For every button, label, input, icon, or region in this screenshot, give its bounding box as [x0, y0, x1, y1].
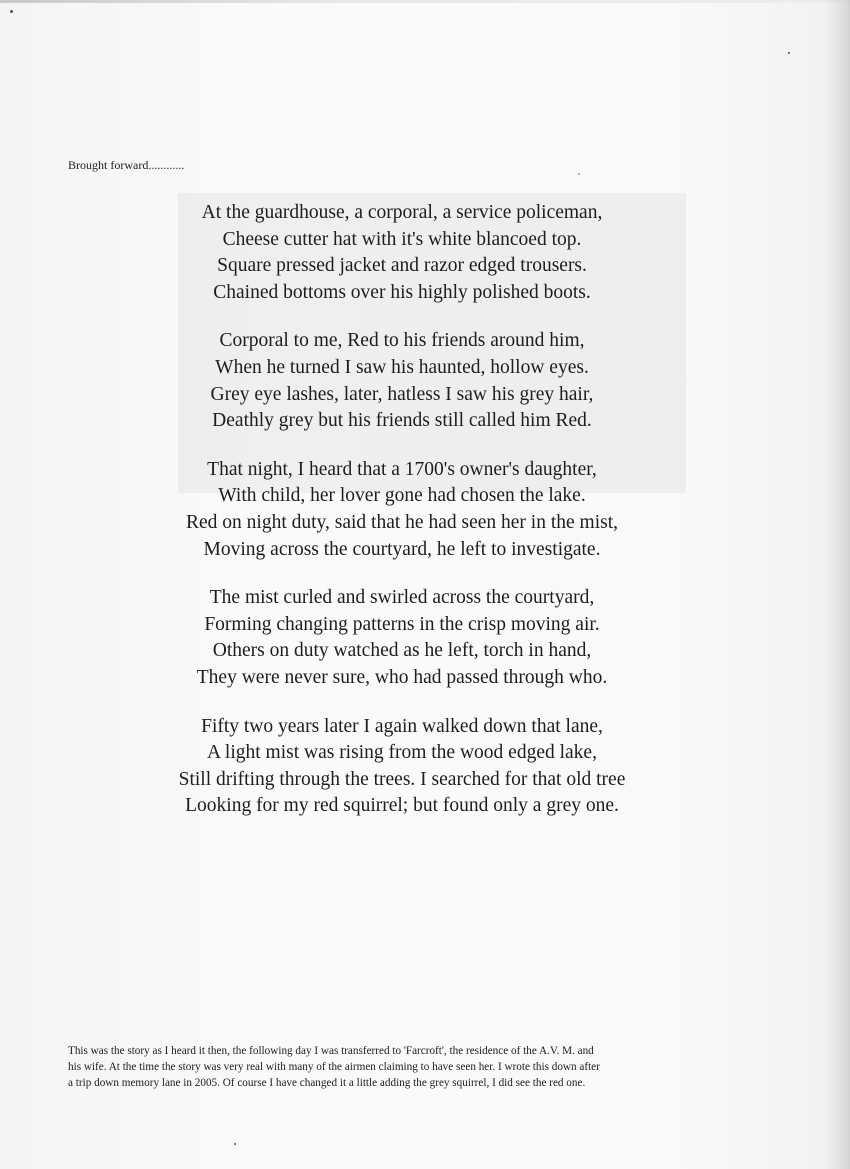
poem-line: Moving across the courtyard, he left to investigate.: [203, 538, 601, 560]
poem-line: The mist curled and swirled across the courtyard,: [209, 587, 595, 609]
poem-line: Chained bottoms over his highly polished boots.: [213, 281, 591, 303]
poem-line: A light mist was rising from the wood edged lake,: [207, 742, 597, 764]
footnote: [68, 1043, 748, 1091]
poem-line: That night, I heard that a 1700's owner's daughter,: [207, 458, 597, 480]
scan-speck: [10, 10, 13, 13]
footnote-line: This was the story as I heard it then, the following day I was transferred to 'Farcroft', the residence of the A.V. M. and: [68, 1045, 594, 1057]
scan-speck: [578, 173, 580, 175]
footnote-line: a trip down memory lane in 2005. Of course I have changed it a little adding the grey squirrel, I did see the red one.: [68, 1077, 586, 1089]
poem-line: Still drifting through the trees. I searched for that old tree: [178, 768, 626, 790]
poem-line: When he turned I saw his haunted, hollow eyes.: [215, 356, 589, 378]
scan-speck: [788, 52, 790, 54]
poem-stanza: [0, 457, 804, 563]
page-right-shadow: [824, 0, 850, 1169]
poem-stanza: [0, 200, 804, 306]
footnote-line: his wife. At the time the story was very real with many of the airmen claiming to have seen her. I wrote this down after: [68, 1061, 600, 1073]
poem-line: Red on night duty, said that he had seen her in the mist,: [186, 511, 618, 533]
poem: [0, 200, 804, 842]
poem-line: Forming changing patterns in the crisp moving air.: [204, 613, 600, 635]
poem-line: Grey eye lashes, later, hatless I saw his grey hair,: [210, 383, 594, 405]
poem-line: They were never sure, who had passed through who.: [196, 666, 608, 688]
poem-line: Others on duty watched as he left, torch in hand,: [212, 640, 592, 662]
poem-line: Square pressed jacket and razor edged trousers.: [217, 255, 587, 277]
poem-line: With child, her lover gone had chosen the lake.: [218, 485, 586, 507]
page-top-edge: [0, 0, 850, 3]
poem-stanza: [0, 714, 804, 820]
poem-line: Fifty two years later I again walked down that lane,: [201, 715, 603, 737]
poem-line: Deathly grey but his friends still called him Red.: [212, 410, 592, 432]
scan-speck: [234, 1143, 236, 1145]
poem-stanza: [0, 585, 804, 691]
poem-line: Cheese cutter hat with it's white blancoed top.: [222, 228, 582, 250]
brought-forward-note: Brought forward............: [68, 158, 185, 172]
poem-stanza: [0, 328, 804, 434]
poem-line: Looking for my red squirrel; but found only a grey one.: [185, 795, 619, 817]
poem-line: At the guardhouse, a corporal, a service policeman,: [201, 202, 603, 223]
poem-line: Corporal to me, Red to his friends around him,: [219, 330, 585, 352]
